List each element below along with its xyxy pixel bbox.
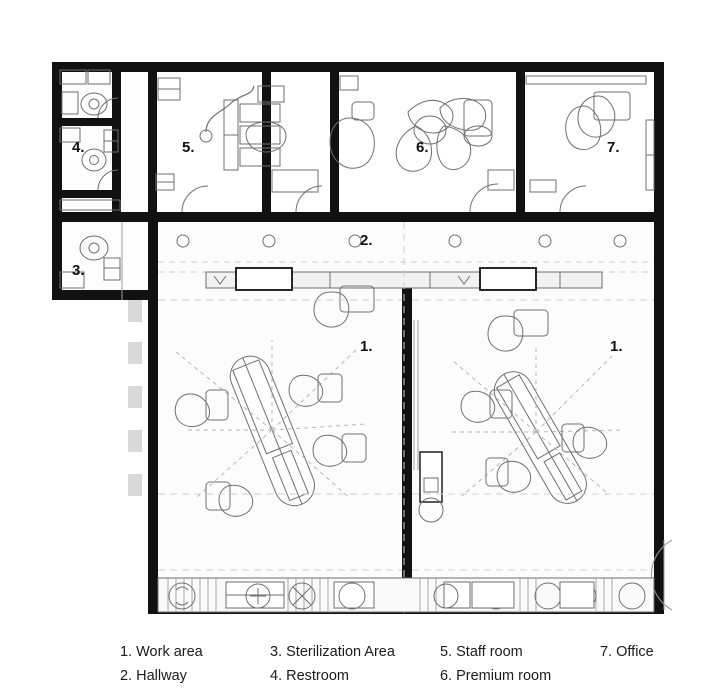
room-label-sterilization: 3. bbox=[72, 262, 85, 279]
room-label-restroom: 4. bbox=[72, 139, 85, 156]
legend-spacer bbox=[600, 664, 710, 688]
legend-item-hallway: 2. Hallway bbox=[120, 668, 187, 684]
room-label-office: 7. bbox=[607, 139, 620, 156]
legend-item-premium-room: 6. Premium room bbox=[440, 668, 552, 684]
legend-item-office: 7. Office bbox=[600, 644, 654, 660]
legend bbox=[120, 640, 710, 688]
legend-item-work-area: 1. Work area bbox=[120, 644, 203, 660]
room-label-staff-room: 5. bbox=[182, 139, 195, 156]
bottom-planters bbox=[158, 578, 654, 612]
legend-item-staff-room: 5. Staff room bbox=[440, 644, 523, 660]
room-label-work-area-right: 1. bbox=[610, 338, 623, 355]
room-label-premium-room: 6. bbox=[416, 139, 429, 156]
legend-item-sterilization-area: 3. Sterilization Area bbox=[270, 644, 395, 660]
room-label-work-area-left: 1. bbox=[360, 338, 373, 355]
legend-item-restroom: 4. Restroom bbox=[270, 668, 349, 684]
room-label-hallway: 2. bbox=[360, 232, 373, 249]
